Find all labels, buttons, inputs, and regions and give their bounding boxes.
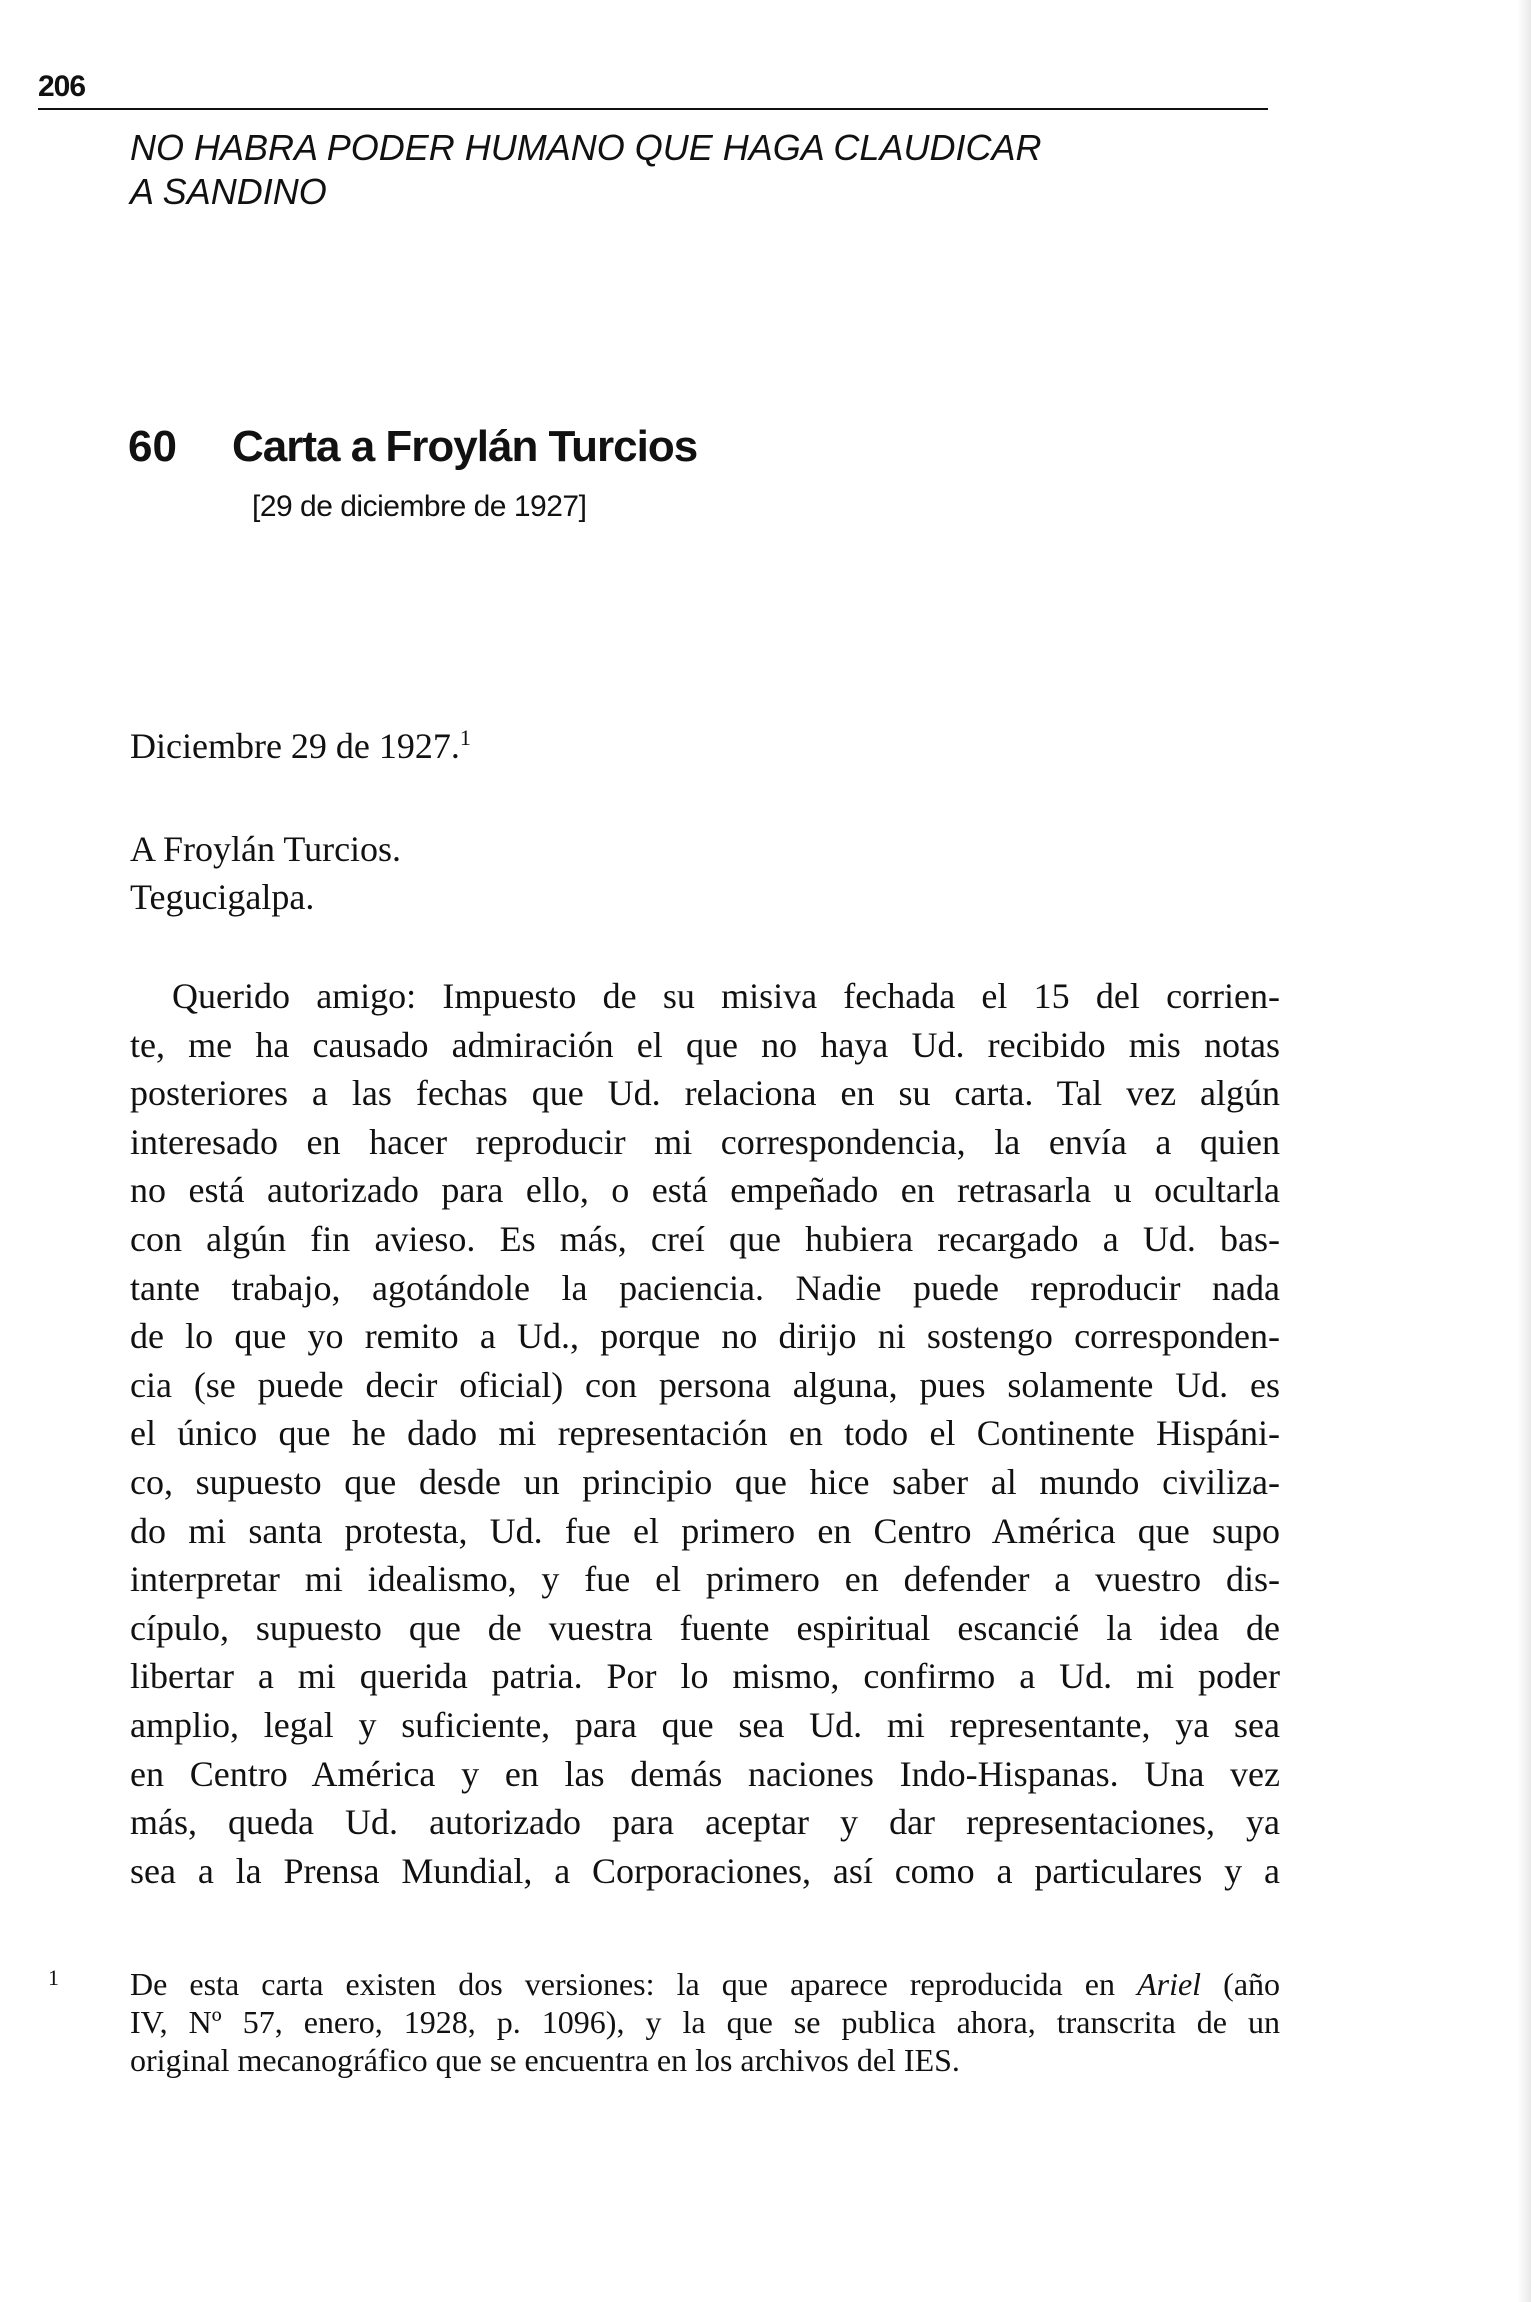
letter-body-line: cia (se puede decir oficial) con persona alguna, pues solamente Ud. es: [130, 1364, 1280, 1405]
addressee-city: Tegucigalpa.: [130, 877, 315, 917]
footnote-mark: 1: [48, 1965, 59, 1990]
running-head-line-1: NO HABRA PODER HUMANO QUE HAGA CLAUDICAR: [130, 127, 1042, 168]
letter-body-line: de lo que yo remito a Ud., porque no dirijo ni sostengo corresponden-: [130, 1316, 1280, 1357]
letter-body-line: más, queda Ud. autorizado para aceptar y dar representaciones, ya: [130, 1802, 1280, 1843]
letter-body-line: en Centro América y en las demás naciones Indo-Hispanas. Una vez: [130, 1753, 1280, 1794]
letter-body-line: do mi santa protesta, Ud. fue el primero en Centro América que supo: [130, 1510, 1280, 1551]
footnote-line-3: original mecanográfico que se encuentra en los archivos del IES.: [130, 2042, 960, 2078]
footnote-line-2: IV, Nº 57, enero, 1928, p. 1096), y la que se publica ahora, transcrita de un: [130, 2004, 1280, 2040]
chapter-number: 60: [128, 422, 177, 471]
letter-date-text: Diciembre 29 de 1927.: [130, 726, 460, 766]
letter-body-line: libertar a mi querida patria. Por lo mismo, confirmo a Ud. mi poder: [130, 1656, 1280, 1697]
addressee-name: A Froylán Turcios.: [130, 829, 402, 869]
letter-body-line: posteriores a las fechas que Ud. relaciona en su carta. Tal vez algún: [130, 1073, 1280, 1114]
addressee: [130, 825, 1280, 921]
footnote-text: (año: [1223, 1966, 1281, 2002]
footnote: [48, 1965, 1281, 2079]
running-head-line-2: A SANDINO: [130, 171, 327, 212]
footnote-text: De esta carta existen dos versiones: la que aparece reproducida en: [130, 1966, 1115, 2002]
letter-body-line: tante trabajo, agotándole la paciencia. Nadie puede reproducir nada: [130, 1267, 1280, 1308]
chapter-title: Carta a Froylán Turcios: [232, 422, 698, 471]
letter-body-line: co, supuesto que desde un principio que hice saber al mundo civiliza-: [130, 1461, 1280, 1502]
footnote-line-1: [130, 1965, 1280, 2003]
letter-body: [130, 972, 1280, 1895]
footnote-reference: 1: [459, 725, 471, 750]
letter-body-line: el único que he dado mi representación en todo el Continente Hispáni-: [130, 1413, 1280, 1454]
page-number: 206: [38, 70, 86, 103]
letter-body-line: Querido amigo: Impuesto de su misiva fechada el 15 del corrien-: [172, 976, 1280, 1016]
letter-body-line: cípulo, supuesto que de vuestra fuente espiritual escancié la idea de: [130, 1607, 1280, 1648]
header-rule: [38, 108, 1268, 110]
letter-body-line: interesado en hacer reproducir mi correspondencia, la envía a quien: [130, 1121, 1280, 1162]
letter-body-line: no está autorizado para ello, o está empeñado en retrasarla u ocultarla: [130, 1170, 1280, 1211]
letter-body-line: te, me ha causado admiración el que no haya Ud. recibido mis notas: [130, 1024, 1280, 1065]
running-head: [130, 126, 1270, 214]
footnote-title-italic: Ariel: [1137, 1966, 1202, 2002]
chapter-date: [29 de diciembre de 1927]: [252, 490, 587, 523]
letter-body-line: sea a la Prensa Mundial, a Corporaciones, así como a particulares y a: [130, 1850, 1280, 1891]
letter-date: [130, 725, 1280, 767]
letter-body-line: amplio, legal y suficiente, para que sea Ud. mi representante, ya sea: [130, 1704, 1280, 1745]
page-edge-shadow: [1517, 0, 1531, 2302]
letter-body-line: con algún fin avieso. Es más, creí que hubiera recargado a Ud. bas-: [130, 1218, 1280, 1259]
letter-body-line: interpretar mi idealismo, y fue el primero en defender a vuestro dis-: [130, 1559, 1280, 1600]
